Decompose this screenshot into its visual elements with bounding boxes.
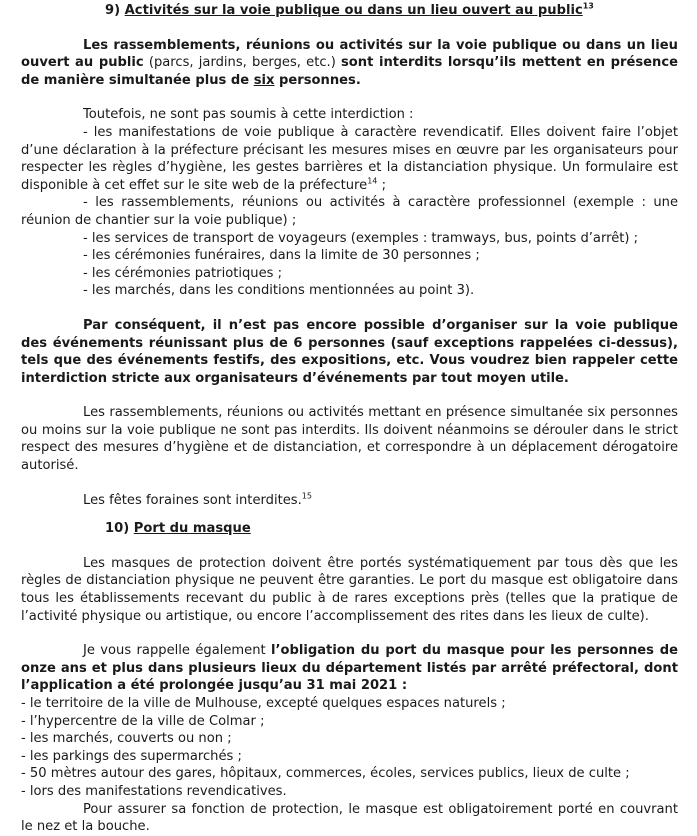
section-10-paragraph-1: Les masques de protection doivent être portés systématiquement par tous dès que les règles de distanciation physique ne peuvent être garanties. Le port du masque est obligatoire dans tous les établissements recevant du public à de rares exceptions près (telles que la pratique de l’activité physique ou artistique, ou encore l’accomplissement des rites dans les lieux de culte). xyxy=(21,555,678,624)
mask-places-list xyxy=(21,695,678,801)
section-9-paragraph-2: Toutefois, ne sont pas soumis à cette interdiction : xyxy=(83,107,414,123)
exception-item: - les rassemblements, réunions ou activités à caractère professionnel (exemple : une réunion de chantier sur la voie publique) ; xyxy=(21,195,678,228)
bold-text: personnes. xyxy=(274,72,361,88)
section-9-paragraph-1 xyxy=(21,37,678,90)
footnote-ref-15: 15 xyxy=(301,491,312,501)
place-item: - le territoire de la ville de Mulhouse, excepté quelques espaces naturels ; xyxy=(21,696,506,711)
place-item: - les marchés, couverts ou non ; xyxy=(21,731,232,747)
section-10-number: 10) xyxy=(105,521,130,537)
underlined-bold-text: six xyxy=(253,72,275,88)
place-item: - l’hypercentre de la ville de Colmar ; xyxy=(21,713,265,729)
exception-item xyxy=(21,124,678,194)
section-10-title: Port du masque xyxy=(133,521,251,537)
section-10-heading xyxy=(105,520,678,538)
exceptions-list xyxy=(21,124,678,300)
exception-end: ; xyxy=(381,177,386,193)
section-10-paragraph-3: Pour assurer sa fonction de protection, le masque est obligatoirement porté en couvrant le nez et la bouche. xyxy=(21,801,678,835)
bold-text: l’obligation du port du masque pour les personnes de onze ans et plus dans plusieurs lieux du département listés par arrêté préfectoral, dont l’application a été prolongée jusqu’au 31 mai 2021 : xyxy=(21,643,678,694)
bold-text: Par conséquent, il n’est pas encore possible d’organiser sur la voie publique des événements réunissant plus de 6 personnes (sauf exceptions rappelées ci-dessus), tels que des événements festifs, des expositions, etc. Vous voudrez bien rappeler cette interdiction stricte aux organisateurs d’événements par tout moyen utile. xyxy=(21,317,678,386)
footnote-ref-14: 14 xyxy=(367,176,378,186)
paragraph-text: Je vous rappelle également xyxy=(83,643,272,659)
section-9-title: Activités sur la voie publique ou dans un lieu ouvert au public xyxy=(124,3,583,18)
place-item: - lors des manifestations revendicatives. xyxy=(21,783,287,799)
exception-item: - les marchés, dans les conditions mentionnées au point 3). xyxy=(83,283,475,299)
section-9-paragraph-4: Les rassemblements, réunions ou activités mettant en présence simultanée six personnes ou moins sur la voie publique ne sont pas interdits. Ils doivent néanmoins se dérouler dans le strict respect des mesures d’hygiène et de distanciation, et correspondre à un déplacement dérogatoire autorisé. xyxy=(21,405,678,474)
paragraph-text: Les fêtes foraines sont interdites. xyxy=(83,492,302,508)
bold-text: sont interdits lorsqu’ils mettent en présence de manière simultanée plus de xyxy=(21,55,678,88)
exception-item: - les cérémonies funéraires, dans la limite de 30 personnes ; xyxy=(83,248,480,264)
exception-text: - les manifestations de voie publique à caractère revendicatif. Elles doivent faire l’objet d’une déclaration à la préfecture précisant les mesures mises en œuvre par les organisateurs pour respecter les règles d’hygiène, les gestes barrières et la distanciation physique. Un formulaire est disponible à cet effet sur le site web de la préfecture xyxy=(21,124,678,193)
footnote-ref-13: 13 xyxy=(582,1,594,11)
section-9-paragraph-5 xyxy=(21,492,678,510)
place-item: - 50 mètres autour des gares, hôpitaux, commerces, écoles, services publics, lieux de culte ; xyxy=(21,766,630,782)
section-9-heading xyxy=(105,2,678,20)
place-item: - les parkings des supermarchés ; xyxy=(21,748,242,764)
exception-item: - les services de transport de voyageurs (exemples : tramways, bus, points d’arrêt) ; xyxy=(83,230,639,246)
section-9-number: 9) xyxy=(105,3,121,18)
normal-text: (parcs, jardins, berges, etc.) xyxy=(143,55,342,71)
section-10-paragraph-2 xyxy=(21,642,678,695)
bold-text: Les rassemblements, réunions ou activités sur la voie publique ou dans un lieu ouvert au public xyxy=(21,37,678,71)
exception-item: - les cérémonies patriotiques ; xyxy=(83,265,283,281)
section-9-paragraph-3 xyxy=(21,317,678,387)
